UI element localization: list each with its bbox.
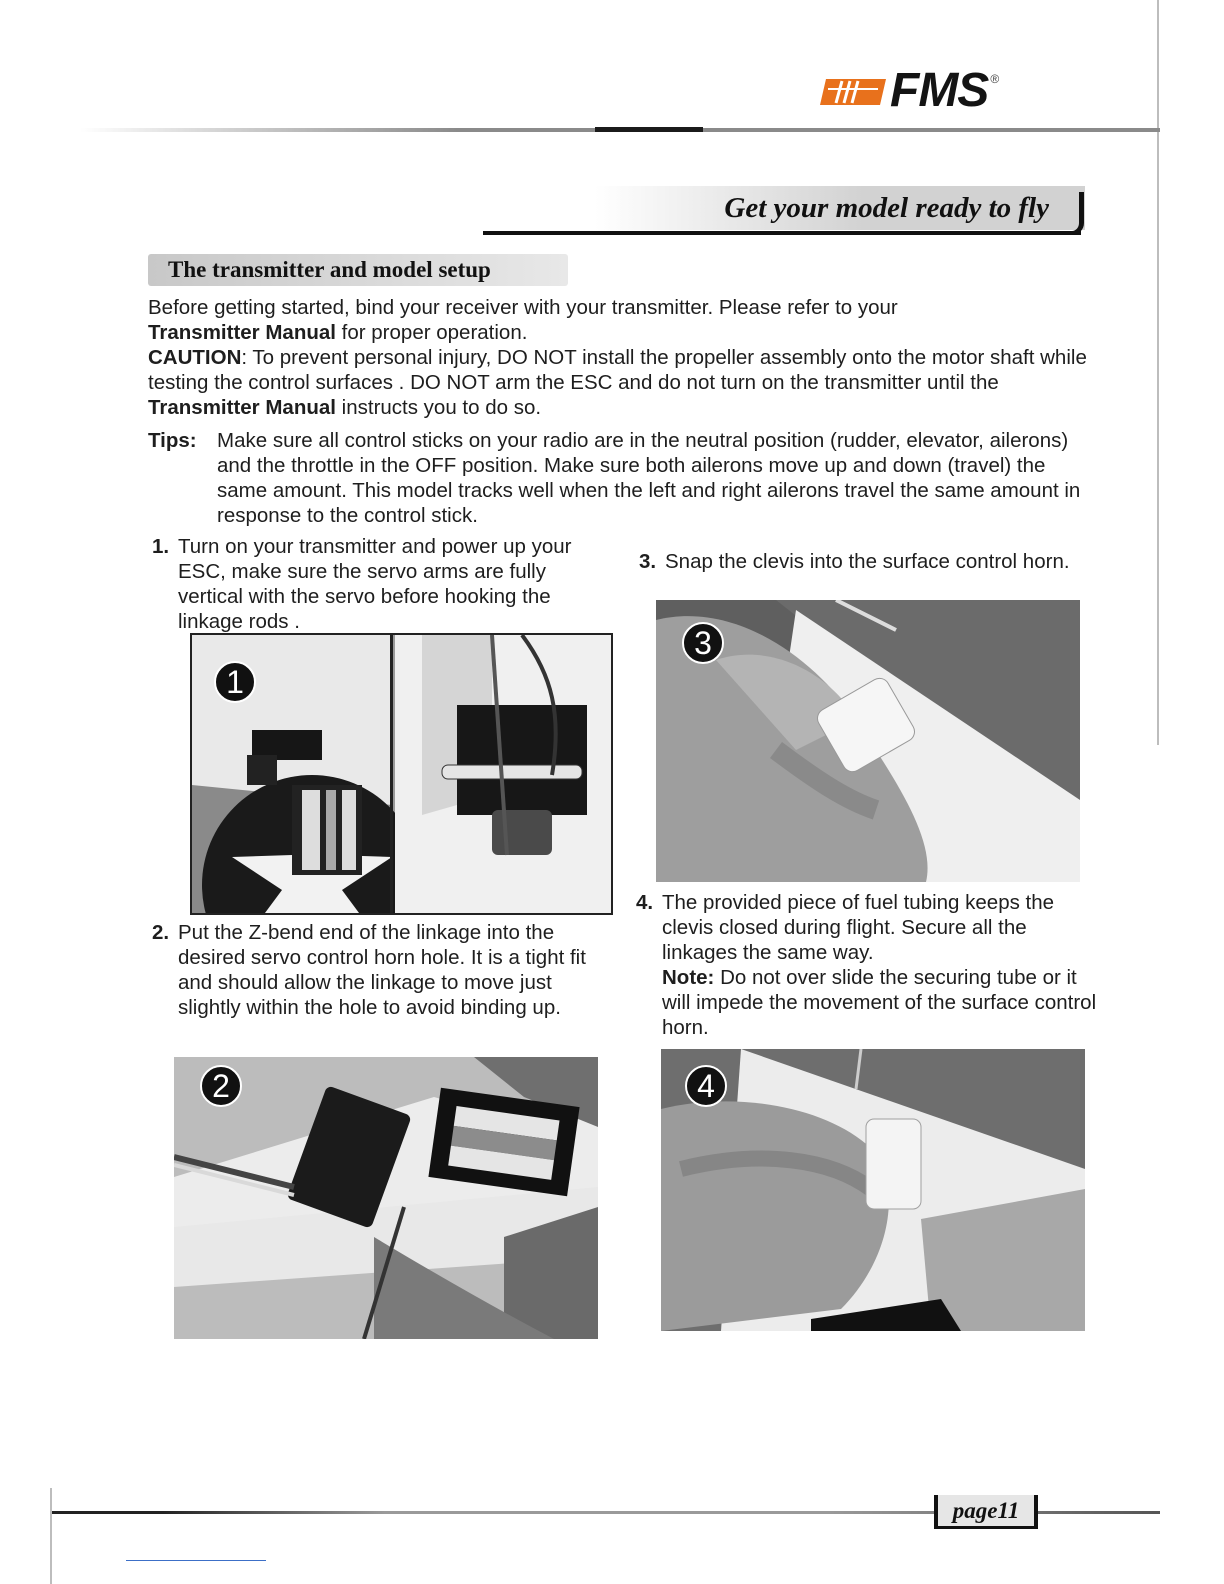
photo-step-2 xyxy=(174,1057,598,1339)
step-4-badge: 4 xyxy=(685,1065,727,1107)
step-2-badge: 2 xyxy=(200,1065,242,1107)
footer-link-underline xyxy=(126,1560,266,1561)
photo-step-4 xyxy=(661,1049,1085,1331)
step-2-number: 2. xyxy=(152,921,170,944)
brand-logo xyxy=(818,64,1000,117)
header-rule-accent xyxy=(595,127,703,132)
intro-line1: Before getting started, bind your receiver with your transmitter. Please refer to your xyxy=(148,296,898,319)
page-number-box xyxy=(934,1495,1038,1529)
section-hook-decoration xyxy=(1070,192,1084,235)
intro-manual: Transmitter Manual xyxy=(148,321,336,344)
step-4-main: The provided piece of fuel tubing keeps the clevis closed during flight. Secure all the linkages the same way. xyxy=(662,891,1055,964)
subsection-heading xyxy=(148,254,568,286)
page-edge-left xyxy=(50,1488,52,1584)
subsection-title: The transmitter and model setup xyxy=(168,257,491,282)
registered-mark: ® xyxy=(990,72,1000,86)
step-1-text: Turn on your transmitter and power up your ESC, make sure the servo arms are fully vertical with the servo before hooking the linkage rods . xyxy=(178,535,572,633)
intro-paragraph xyxy=(148,295,1108,420)
brand-mark-icon xyxy=(818,71,888,111)
caution-manual: Transmitter Manual xyxy=(148,396,336,419)
step-1-number: 1. xyxy=(152,535,170,558)
page-edge-right xyxy=(1157,0,1159,745)
caution-label: CAUTION xyxy=(148,346,242,369)
brand-name: FMS xyxy=(890,64,989,117)
section-banner xyxy=(595,186,1085,230)
step-4-text xyxy=(662,890,1102,1040)
step-3-number: 3. xyxy=(639,550,657,573)
step-2-text: Put the Z-bend end of the linkage into the desired servo control horn hole. It is a tight fit and should allow the linkage to move just slightly within the hole to avoid binding up. xyxy=(178,921,586,1019)
step-3-text: Snap the clevis into the surface control horn. xyxy=(665,550,1070,573)
note-label: Note: xyxy=(662,966,715,989)
note-text: Do not over slide the securing tube or it will impede the movement of the surface control horn. xyxy=(662,966,1097,1039)
page-number: page11 xyxy=(952,1497,1020,1523)
photo-step-3 xyxy=(656,600,1080,882)
photo-step-1 xyxy=(190,633,613,915)
tips-text: Make sure all control sticks on your radio are in the neutral position (rudder, elevator, ailerons) and the throttle in the OFF position. Make sure both ailerons move up and down (travel) the same amount. This model tracks well when the left and right ailerons travel the same amount in response to the control stick. xyxy=(217,429,1081,527)
tips-label: Tips: xyxy=(148,429,197,452)
section-underline xyxy=(483,231,1081,235)
caution-text: : To prevent personal injury, DO NOT install the propeller assembly onto the motor shaft while testing the control surfaces . DO NOT arm the ESC and do not turn on the transmitter until the xyxy=(148,346,1087,394)
step-4-number: 4. xyxy=(636,891,654,914)
intro-line2: for proper operation. xyxy=(335,321,528,344)
step-1-badge: 1 xyxy=(214,661,256,703)
step-3-badge: 3 xyxy=(682,622,724,664)
section-title: Get your model ready to fly xyxy=(724,191,1049,224)
caution-end: instructs you to do so. xyxy=(335,396,542,419)
